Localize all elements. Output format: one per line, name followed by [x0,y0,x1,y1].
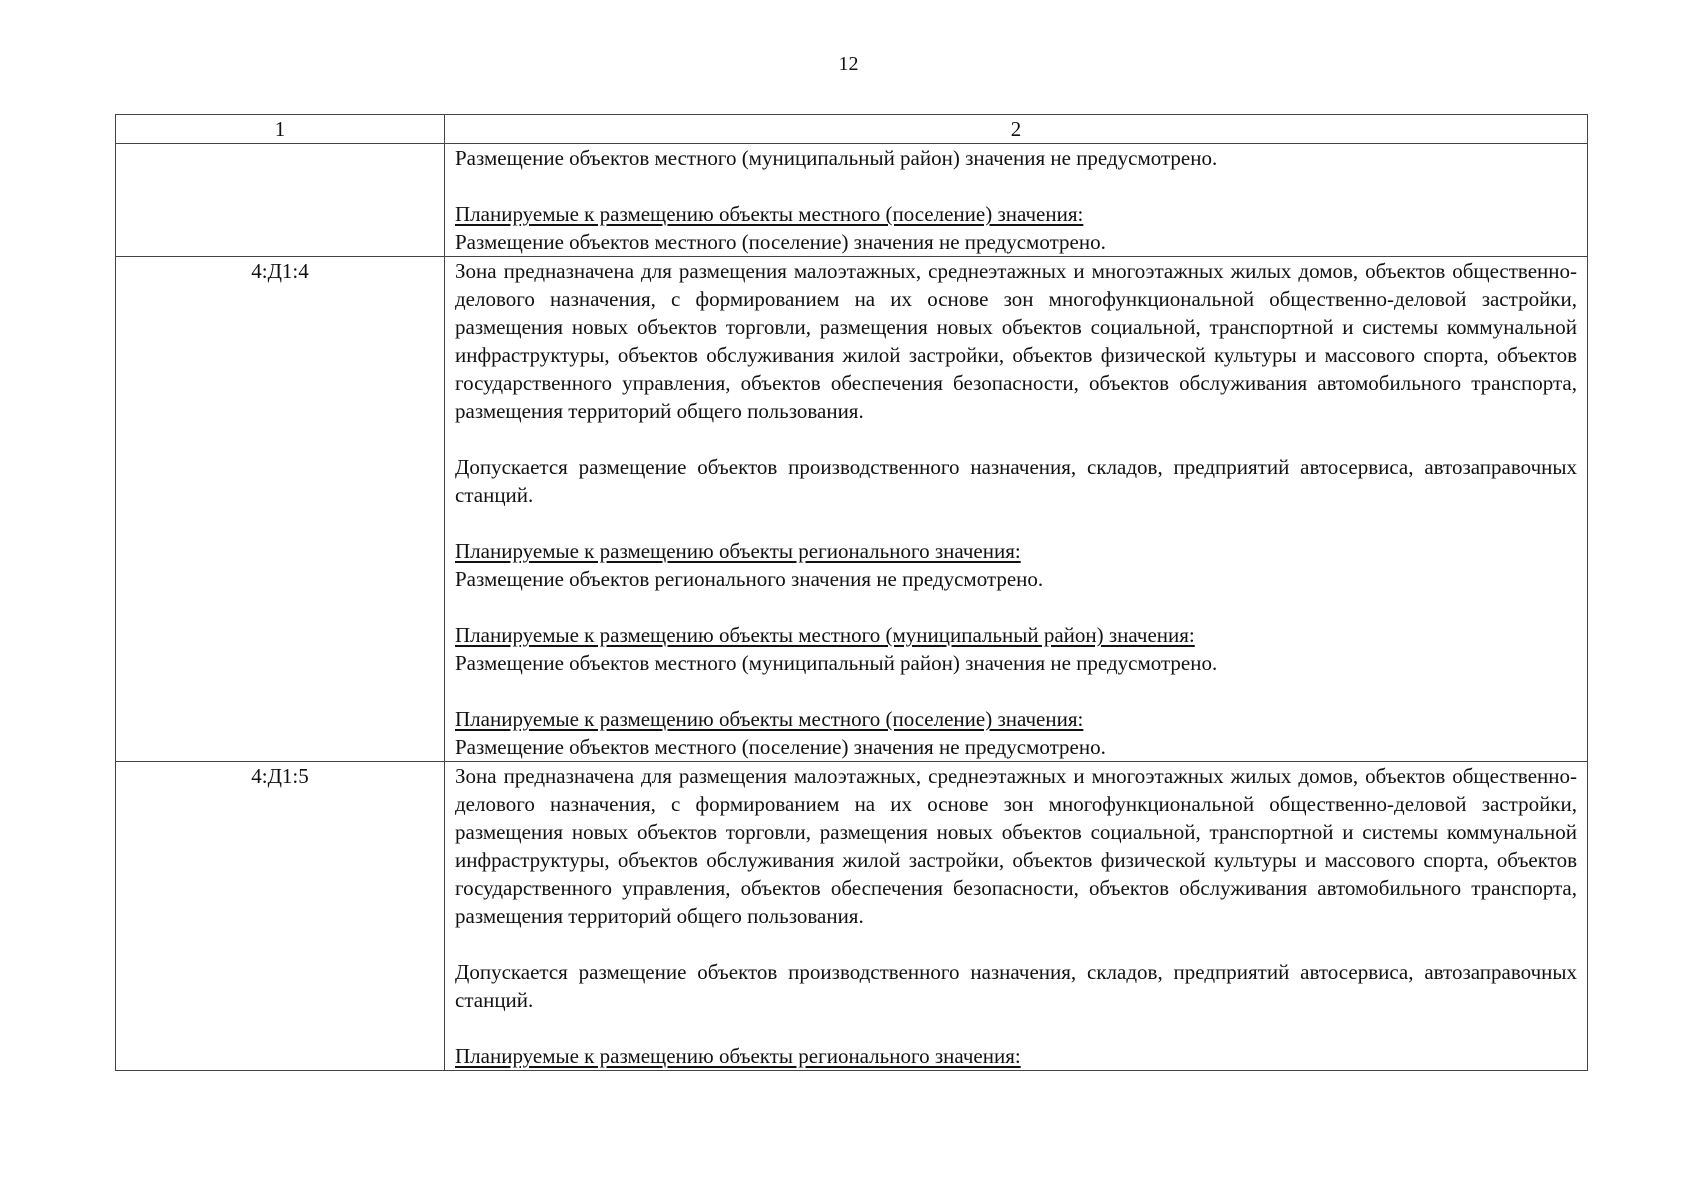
paragraph: Размещение объектов местного (поселение) значения не предусмотрено. [455,735,1106,759]
paragraph-list [445,144,1587,256]
column-header-1: 1 [116,115,445,144]
paragraph-list [445,257,1587,761]
zone-id: 4:Д1:4 [116,257,445,762]
paragraph: Размещение объектов местного (поселение) значения не предусмотрено. [455,230,1106,254]
paragraph: Допускается размещение объектов производственного назначения, складов, предприятий автосервиса, автозаправочных станций. [455,455,1577,507]
zone-description [445,762,1588,1071]
paragraph: Размещение объектов местного (муниципальный район) значения не предусмотрено. [455,651,1218,675]
zone-id: 4:Д1:5 [116,762,445,1071]
paragraph: Зона предназначена для размещения малоэтажных, среднеэтажных и многоэтажных жилых домов, объектов общественно-делового назначения, с формированием на их основе зон многофункциональной общественно-деловой застройки, размещения новых объектов торговли, размещения новых объектов социальной, транспортной и системы коммунальной инфраструктуры, объектов обслуживания жилой застройки, объектов физической культуры и массового спорта, объектов государственного управления, объектов обеспечения безопасности, объектов обслуживания автомобильного транспорта, размещения территорий общего пользования. [455,259,1577,423]
table-row [116,762,1588,1071]
section-heading: Планируемые к размещению объекты местного (поселение) значения: [455,202,1084,226]
section-heading: Планируемые к размещению объекты регионального значения: [455,539,1021,563]
section-heading: Планируемые к размещению объекты местного (муниципальный район) значения: [455,623,1195,647]
table-row [116,144,1588,257]
zone-description [445,257,1588,762]
table-header-row [116,115,1588,144]
zones-table [115,114,1588,1071]
zone-description [445,144,1588,257]
paragraph: Размещение объектов регионального значения не предусмотрено. [455,567,1044,591]
paragraph: Зона предназначена для размещения малоэтажных, среднеэтажных и многоэтажных жилых домов, объектов общественно-делового назначения, с формированием на их основе зон многофункциональной общественно-деловой застройки, размещения новых объектов торговли, размещения новых объектов социальной, транспортной и системы коммунальной инфраструктуры, объектов обслуживания жилой застройки, объектов физической культуры и массового спорта, объектов государственного управления, объектов обеспечения безопасности, объектов обслуживания автомобильного транспорта, размещения территорий общего пользования. [455,764,1577,928]
table-row [116,257,1588,762]
zone-id [116,144,445,257]
paragraph: Допускается размещение объектов производственного назначения, складов, предприятий автосервиса, автозаправочных станций. [455,960,1577,1012]
paragraph: Размещение объектов местного (муниципальный район) значения не предусмотрено. [455,146,1218,170]
column-header-2: 2 [445,115,1588,144]
page-number: 12 [838,53,859,75]
section-heading: Планируемые к размещению объекты местного (поселение) значения: [455,707,1084,731]
paragraph-list [445,762,1587,1070]
section-heading: Планируемые к размещению объекты регионального значения: [455,1044,1021,1068]
